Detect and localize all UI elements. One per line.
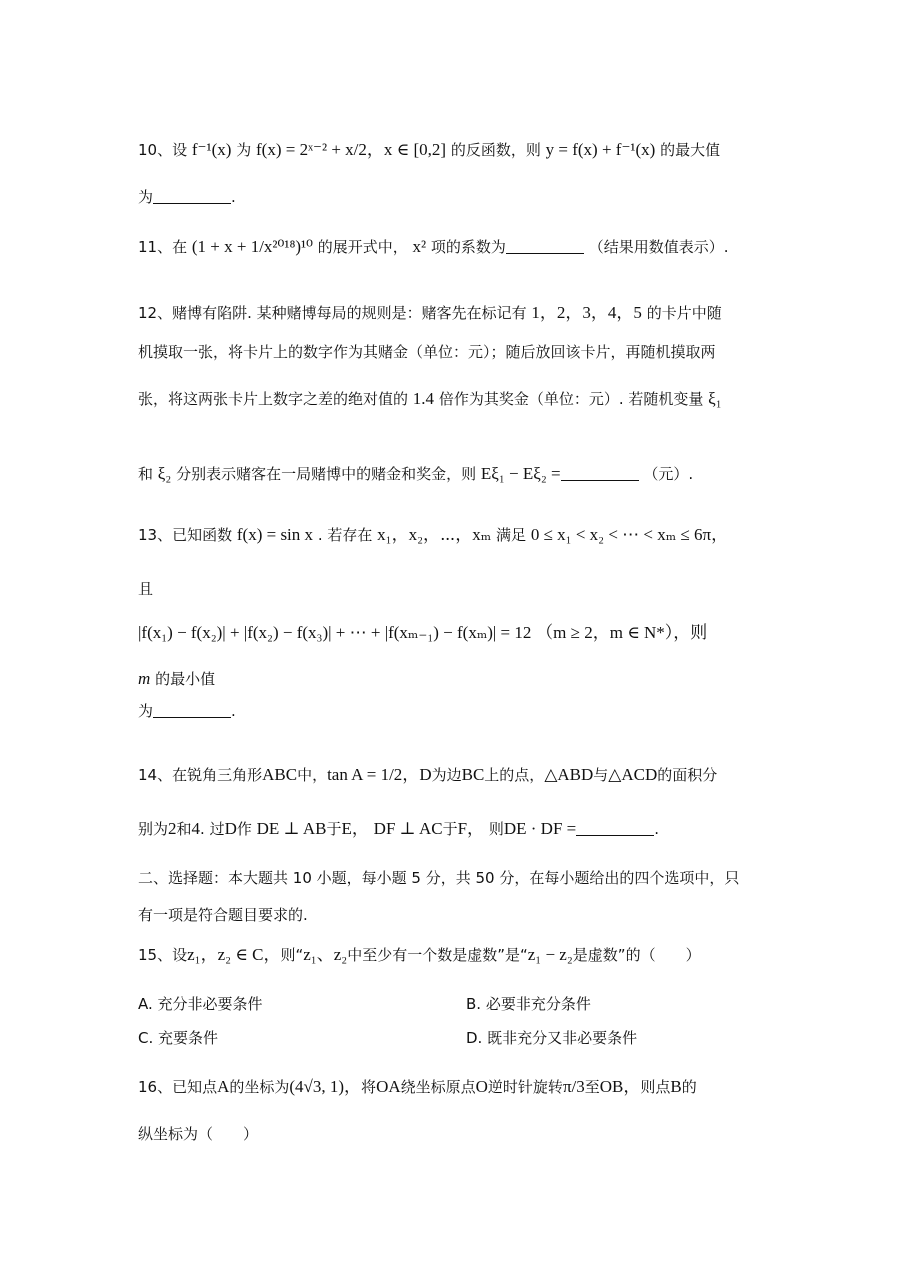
q12-text: 12、赌博有陷阱. 某种赌博每局的规则是：赌客先在标记有 [138,304,527,322]
question-13-line-1 [138,520,779,545]
q13-condition: （m ≥ 2，m ∈ N*），则 [536,623,708,642]
q12-multiplier: 1.4 [412,389,435,408]
q14-text: 和 [176,820,192,838]
q14-point-d: D [419,765,432,784]
q15-option-a[interactable]: A. 充分非必要条件 [138,995,263,1013]
q15-text: 则“ [280,946,304,964]
q14-side: BC [461,765,485,784]
q12-card-numbers: 1，2，3，4，5 [531,303,642,322]
q11-term: x² [412,237,427,256]
q14-text: 与 [593,766,609,784]
q10-text: 的反函数，则 [450,141,541,159]
q15-vars: z₁、z₂ [303,945,348,964]
q16-text: 的 [681,1078,697,1096]
q16-point-a: A [217,1077,230,1096]
q14-text: 作 [236,820,252,838]
q12-text: 和 [138,465,154,483]
answer-blank [153,703,231,718]
question-12-line-3 [138,388,779,409]
q14-text: 14、在锐角三角形 [138,766,263,784]
q13-text: 13、已知函数 [138,526,233,544]
section-2-heading-line-2 [138,904,779,925]
q15-option-b[interactable]: B. 必要非充分条件 [466,995,591,1013]
q12-text: 倍作为其奖金（单位：元）. 若随机变量 [438,390,704,408]
q11-text: （结果用数值表示）. [588,238,729,256]
q14-triangle-acd: △ACD [608,765,658,784]
q11-number: 11、在 [138,238,188,256]
answer-blank [561,466,639,481]
q10-inverse-function: f⁻¹(x) [191,140,232,159]
q14-text: 于 [442,820,458,838]
question-16-line-1 [138,1072,779,1097]
q13-text: 满足 [496,526,527,544]
q13-variables: x₁，x₂，⋯，xₘ [377,525,492,544]
q16-origin: O [475,1077,488,1096]
q10-number: 10、设 [138,141,188,159]
q14-text: 为边 [431,766,462,784]
q16-text: 逆时针旋转 [487,1078,563,1096]
question-12-line-2 [138,341,779,362]
q13-variable-m: m [138,669,151,688]
q16-text: 将 [361,1078,377,1096]
q14-text: 则 [488,820,504,838]
q10-text: 的最大值 [660,141,721,159]
q12-text: 机摸取一张，将卡片上的数字作为其赌金（单位：元）；随后放回该卡片，再随机摸取两 [138,343,716,361]
q12-text: 的卡片中随 [646,304,722,322]
q10-text: 为 [236,141,252,159]
q16-segment-oa: OA [376,1077,401,1096]
q15-option-c[interactable]: C. 充要条件 [138,1029,219,1047]
q14-perp-ac: DF ⊥ AC [373,819,443,838]
q16-text: 的坐标为 [229,1078,290,1096]
question-13-line-3 [138,618,789,643]
q16-text: 16、已知点 [138,1078,218,1096]
q12-text: （元）. [643,465,694,483]
q15-option-d[interactable]: D. 既非充分又非必要条件 [466,1029,638,1047]
q10-expression: y = f(x) + f⁻¹(x) [545,140,656,159]
q11-expression: (1 + x + 1/x²⁰¹⁸)¹⁰ [191,237,313,256]
question-16-line-2 [138,1123,779,1144]
question-10-line-1 [138,135,779,160]
answer-blank [506,239,584,254]
q11-text: 项的系数为 [430,238,506,256]
question-14-line-1 [138,760,779,785]
q15-difference: z₁ − z₂ [527,945,573,964]
question-13-line-4 [138,668,779,689]
section-2-heading-line-1 [138,867,779,888]
question-11 [138,236,779,257]
q14-triangle: ABC [262,765,298,784]
q13-text: . [231,702,236,720]
question-15 [138,940,779,965]
question-12-line-4 [138,463,779,484]
q10-text: 为 [138,188,154,206]
q16-point-b: B [670,1077,682,1096]
q14-text: . [654,820,660,838]
question-10-line-2 [138,186,779,207]
q16-angle: π/3 [562,1077,585,1096]
q15-text: 中至少有一个数是虚数”是“ [347,946,528,964]
q14-perp-ab: DE ⊥ AB [256,819,327,838]
q14-text: . 过 [200,820,225,838]
q15-text: 15、设 [138,946,188,964]
q14-text: 上的点， [484,766,545,784]
q10-text: . [231,188,236,206]
q14-triangle-abd: △ABD [544,765,594,784]
q13-sum-equation: |f(x₁) − f(x₂)| + |f(x₂) − f(x₃)| + ⋯ + |f(xₘ₋₁) − f(xₘ)| = 12 [138,623,532,642]
q16-text: 纵坐标为（ ） [138,1125,259,1143]
q14-text: 中， [297,766,328,784]
q14-point-d: D [224,819,237,838]
question-13-line-5 [138,700,779,721]
q12-text: 张，将这两张卡片上数字之差的绝对值的 [138,390,409,408]
question-12-line-1 [138,298,779,323]
q14-area-1: 2 [168,819,177,838]
q14-point-f: F， [457,819,485,838]
q16-coordinates: (4√3, 1)， [289,1077,362,1096]
q16-text: 绕坐标原点 [400,1078,476,1096]
answer-blank [576,821,654,836]
question-14-line-2 [138,814,779,839]
q12-text: 分别表示赌客在一局赌博中的赌金和奖金，则 [176,465,477,483]
q11-text: 的展开式中， [317,238,408,256]
q15-text: 是虚数”的（ ） [572,946,701,964]
section-2-text: 二、选择题：本大题共 10 小题，每小题 5 分，共 50 分，在每小题给出的四个选项中，只 [138,869,740,887]
q13-text: . 若存在 [317,526,373,544]
q16-text: 至 [584,1078,600,1096]
q13-text: 的最小值 [155,670,216,688]
q14-tan: tan A = 1/2， [327,765,420,784]
q14-area-2: 4 [191,819,201,838]
q14-dot-product: DE · DF = [503,819,577,838]
question-13-line-2 [138,578,779,599]
q12-variable-xi1: ξ₁ [708,389,722,408]
q14-text: 的面积分 [657,766,718,784]
q13-function: f(x) = sin x [236,525,314,544]
q10-function-definition: f(x) = 2ˣ⁻² + x/2，x ∈ [0,2] [256,140,447,159]
q13-inequality: 0 ≤ x₁ < x₂ < ⋯ < xₘ ≤ 6π， [530,525,729,544]
q13-text: 且 [138,580,154,598]
q16-segment-ob: OB， [599,1077,641,1096]
q14-point-e: E， [341,819,369,838]
q12-variable-xi2: ξ₂ [157,464,172,483]
answer-blank [153,189,231,204]
q14-text: 于 [326,820,342,838]
q13-text: 为 [138,702,154,720]
q15-complex-vars: z₁，z₂ ∈ C， [187,945,281,964]
q14-text: 别为 [138,820,169,838]
q12-expectation-expr: Eξ₁ − Eξ₂ = [480,464,561,483]
section-2-text: 有一项是符合题目要求的. [138,906,308,924]
q16-text: 则点 [640,1078,671,1096]
